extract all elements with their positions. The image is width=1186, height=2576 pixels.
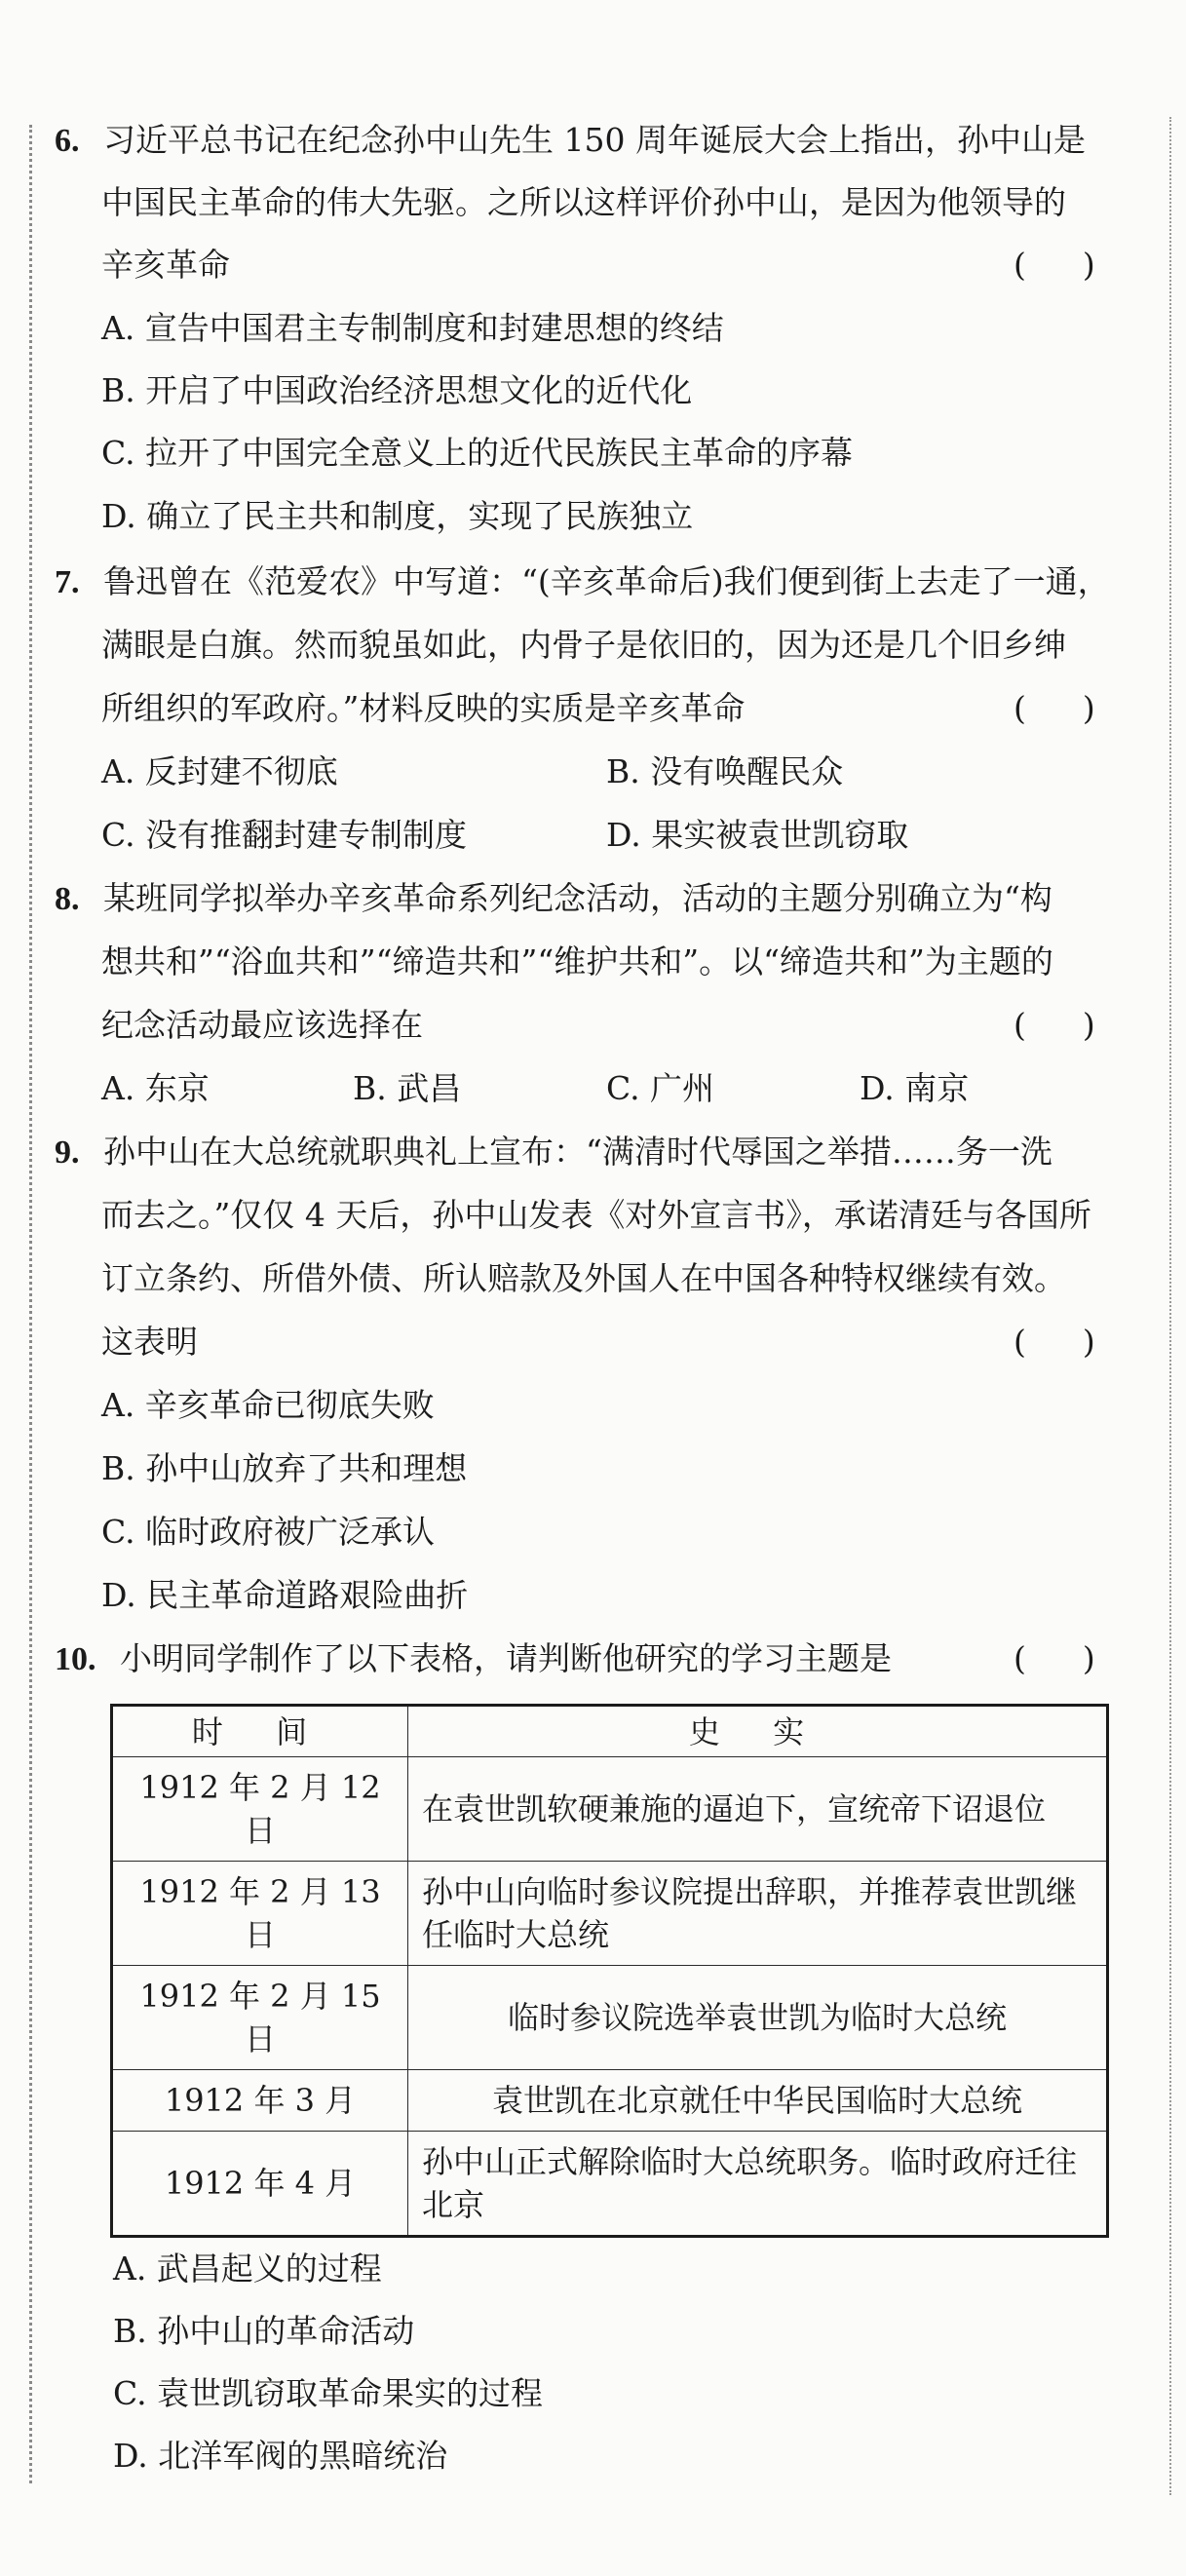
option-a[interactable]: A. 反封建不彻底 — [101, 752, 338, 790]
question-text-line: 而去之。”仅仅 4 天后，孙中山发表《对外宣言书》，承诺清廷与各国所 — [101, 1196, 1091, 1234]
answer-blank[interactable]: () — [1014, 689, 1152, 727]
table-cell-fact: 孙中山向临时参议院提出辞职，并推荐袁世凯继任临时大总统 — [408, 1862, 1108, 1966]
history-table — [110, 1704, 1109, 2238]
table-cell-fact: 袁世凯在北京就任中华民国临时大总统 — [408, 2070, 1108, 2132]
answer-blank[interactable]: () — [1014, 1639, 1152, 1677]
option-b[interactable]: B. 开启了中国政治经济思想文化的近代化 — [101, 371, 693, 409]
answer-blank[interactable]: () — [1014, 1006, 1152, 1044]
question-number: 9. — [55, 1134, 80, 1171]
question-text-line: 这表明 — [101, 1323, 198, 1361]
question-text-line: 想共和”“浴血共和”“缔造共和”“维护共和”。以“缔造共和”为主题的 — [101, 942, 1053, 980]
table-row — [112, 1862, 1108, 1966]
option-d[interactable]: D. 确立了民主共和制度，实现了民族独立 — [101, 497, 694, 535]
question-text-line: 小明同学制作了以下表格，请判断他研究的学习主题是 — [120, 1639, 892, 1677]
option-c[interactable]: C. 没有推翻封建专制制度 — [101, 816, 468, 854]
table-cell-fact: 临时参议院选举袁世凯为临时大总统 — [408, 1966, 1108, 2070]
option-a[interactable]: A. 东京 — [101, 1069, 210, 1107]
question-text-line: 习近平总书记在纪念孙中山先生 150 周年诞辰大会上指出，孙中山是 — [103, 121, 1086, 159]
table-cell-fact: 在袁世凯软硬兼施的逼迫下，宣统帝下诏退位 — [408, 1757, 1108, 1862]
option-d[interactable]: D. 民主革命道路艰险曲折 — [101, 1576, 469, 1614]
table-row — [112, 1757, 1108, 1862]
left-margin-rule — [29, 125, 32, 2483]
question-number: 7. — [55, 564, 80, 600]
table-cell-date: 1912 年 4 月 — [112, 2132, 408, 2237]
question-number: 8. — [55, 881, 80, 917]
option-c[interactable]: C. 临时政府被广泛承认 — [101, 1513, 436, 1551]
question-text-line: 所组织的军政府。”材料反映的实质是辛亥革命 — [101, 689, 746, 727]
table-cell-date: 1912 年 2 月 13 日 — [112, 1862, 408, 1966]
option-c[interactable]: C. 拉开了中国完全意义上的近代民族民主革命的序幕 — [101, 434, 854, 472]
option-b[interactable]: B. 武昌 — [353, 1069, 462, 1107]
option-a[interactable]: A. 宣告中国君主专制制度和封建思想的终结 — [101, 309, 724, 347]
option-a[interactable]: A. 武昌起义的过程 — [113, 2249, 382, 2288]
table-header-fact: 史 实 — [408, 1706, 1108, 1757]
question-text-line: 中国民主革命的伟大先驱。之所以这样评价孙中山，是因为他领导的 — [101, 183, 1066, 221]
question-text-line: 某班同学拟举办辛亥革命系列纪念活动，活动的主题分别确立为“构 — [103, 879, 1052, 917]
right-margin-rule — [1169, 117, 1171, 2495]
table-row — [112, 1966, 1108, 2070]
table-cell-fact: 孙中山正式解除临时大总统职务。临时政府迁往北京 — [408, 2132, 1108, 2237]
question-text-line: 孙中山在大总统就职典礼上宣布：“满清时代辱国之举措……务一洗 — [103, 1133, 1052, 1171]
answer-blank[interactable]: () — [1014, 1323, 1152, 1361]
table-cell-date: 1912 年 2 月 15 日 — [112, 1966, 408, 2070]
option-d[interactable]: D. 北洋军阀的黑暗统治 — [113, 2437, 448, 2475]
table-cell-date: 1912 年 3 月 — [112, 2070, 408, 2132]
question-text-line: 满眼是白旗。然而貌虽如此，内骨子是依旧的，因为还是几个旧乡绅 — [101, 626, 1066, 664]
option-b[interactable]: B. 孙中山放弃了共和理想 — [101, 1449, 468, 1487]
option-c[interactable]: C. 广州 — [606, 1069, 715, 1107]
answer-blank[interactable]: () — [1014, 246, 1152, 284]
option-b[interactable]: B. 没有唤醒民众 — [606, 752, 844, 790]
question-text-line: 鲁迅曾在《范爱农》中写道：“(辛亥革命后)我们便到街上去走了一通， — [103, 562, 1110, 600]
question-number: 6. — [55, 123, 80, 159]
table-cell-date: 1912 年 2 月 12 日 — [112, 1757, 408, 1862]
table-header-time: 时 间 — [112, 1706, 408, 1757]
option-d[interactable]: D. 南京 — [860, 1069, 970, 1107]
option-a[interactable]: A. 辛亥革命已彻底失败 — [101, 1386, 435, 1424]
table-header-row — [112, 1706, 1108, 1757]
question-text-line: 辛亥革命 — [101, 246, 230, 284]
option-b[interactable]: B. 孙中山的革命活动 — [113, 2312, 415, 2350]
option-c[interactable]: C. 袁世凯窃取革命果实的过程 — [113, 2374, 544, 2412]
question-text-line: 纪念活动最应该选择在 — [101, 1006, 423, 1044]
question-text-line: 订立条约、所借外债、所认赔款及外国人在中国各种特权继续有效。 — [101, 1259, 1066, 1297]
table-row — [112, 2070, 1108, 2132]
table-row — [112, 2132, 1108, 2237]
question-number: 10. — [55, 1641, 96, 1677]
option-d[interactable]: D. 果实被袁世凯窃取 — [606, 816, 909, 854]
